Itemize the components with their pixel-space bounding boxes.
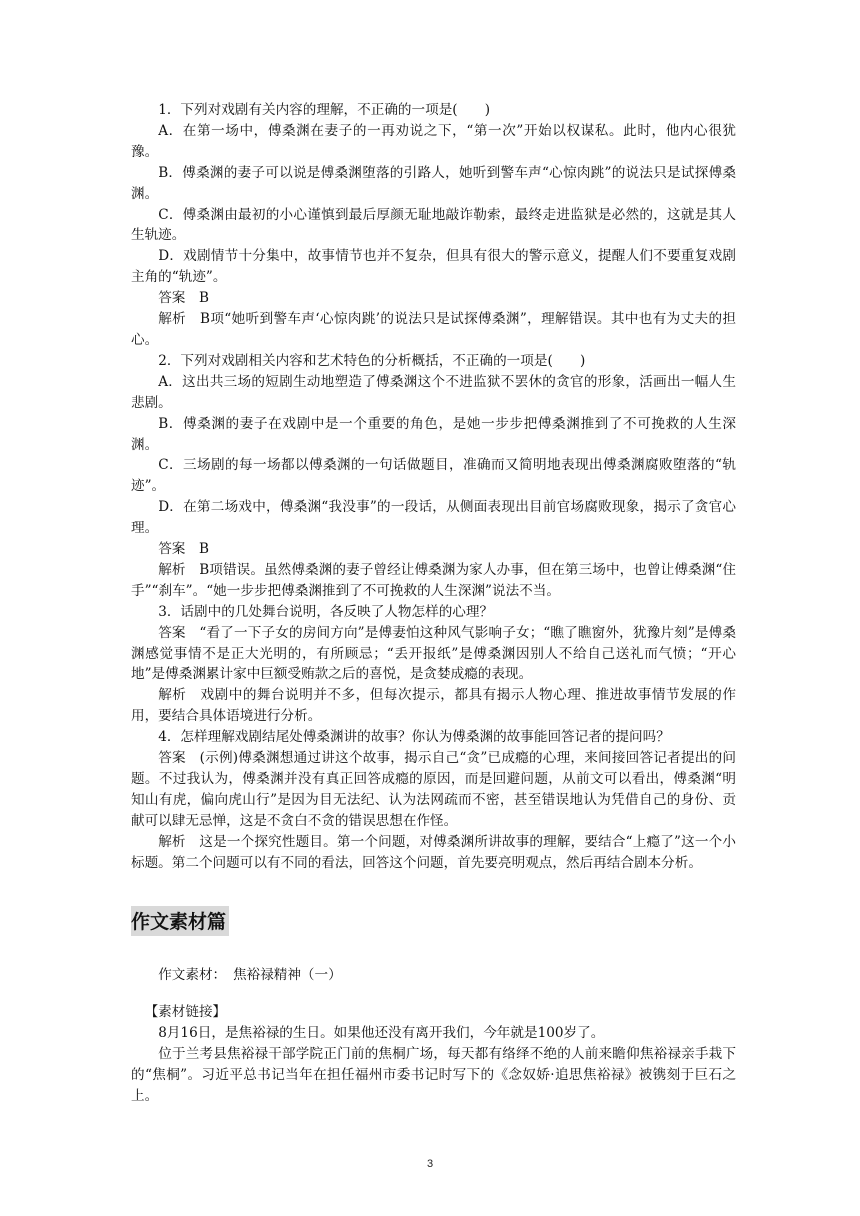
analysis-2: 解析 B项错误。虽然傅桑渊的妻子曾经让傅桑渊为家人办事，但在第三场中，也曾让傅桑渊“住手”“刹车”。“她一步步把傅桑渊推到了不可挽救的人生深渊”说法不当。	[131, 561, 736, 599]
material-link-label: 【素材链接】	[144, 1004, 227, 1020]
material-block	[131, 965, 736, 1107]
question-3: 3．话剧中的几处舞台说明，各反映了人物怎样的心理？	[158, 603, 494, 620]
spacer	[131, 986, 736, 1002]
option-1b: B．傅桑渊的妻子可以说是傅桑渊堕落的引路人，她听到警车声“心惊肉跳”的说法只是试探傅桑渊。	[131, 164, 736, 202]
option-1a: A．在第一场中，傅桑渊在妻子的一再劝说之下，“第一次”开始以权谋私。此时，他内心很犹豫。	[131, 122, 736, 160]
question-4: 4．怎样理解戏剧结尾处傅桑渊讲的故事？你认为傅桑渊的故事能回答记者的提问吗？	[158, 729, 670, 746]
option-1c: C．傅桑渊由最初的小心谨慎到最后厚颜无耻地敲诈勒索，最终走进监狱是必然的，这就是其人生轨迹。	[131, 206, 736, 244]
analysis-1: 解析 B项“她听到警车声‘心惊肉跳’的说法只是试探傅桑渊”，理解错误。其中也有为丈夫的担心。	[131, 311, 736, 348]
question-1: 1．下列对戏剧有关内容的理解，不正确的一项是( )	[158, 102, 491, 118]
section-title: 作文素材篇	[131, 906, 229, 936]
option-2b: B．傅桑渊的妻子在戏剧中是一个重要的角色，是她一步步把傅桑渊推到了不可挽救的人生深渊。	[131, 415, 736, 453]
answer-4: 答案 (示例)傅桑渊想通过讲这个故事，揭示自己“贪”已成瘾的心理，来间接回答记者提出的问题。不过我认为，傅桑渊并没有真正回答成瘾的原因，而是回避问题，从前文可以看出，傅桑渊“明知山有虎，偏向虎山行”是因为目无法纪、认为法网疏而不密，甚至错误地认为凭借自己的身份、贡献可以肆无忌惮，这是不贪白不贪的错误思想在作怪。	[131, 750, 736, 829]
analysis-3: 解析 戏剧中的舞台说明并不多，但每次提示，都具有揭示人物心理、推进故事情节发展的作用，要结合具体语境进行分析。	[131, 687, 736, 725]
question-2: 2．下列对戏剧相关内容和艺术特色的分析概括，不正确的一项是( )	[158, 352, 586, 369]
answer-2: 答案 B	[158, 541, 209, 558]
material-paragraph-2: 位于兰考县焦裕禄干部学院正门前的焦桐广场，每天都有络绎不绝的人前来瞻仰焦裕禄亲手栽下的“焦桐”。习近平总书记当年在担任福州市委书记时写下的《念奴娇·追思焦裕禄》被镌刻于巨石之上。	[131, 1046, 736, 1104]
option-2a: A．这出共三场的短剧生动地塑造了傅桑渊这个不进监狱不罢休的贪官的形象，活画出一幅人生悲剧。	[131, 373, 736, 411]
answer-3: 答案 “看了一下子女的房间方向”是傅妻怕这种风气影响子女；“瞧了瞧窗外，犹豫片刻”是傅桑渊感觉事情不是正大光明的，有所顾忌；“丢开报纸”是傅桑渊因别人不给自己送礼而气愤；“开心地”是傅桑渊累计家中巨额受贿款之后的喜悦，是贪婪成瘾的表现。	[131, 624, 736, 683]
answer-1: 答案 B	[158, 290, 209, 307]
material-paragraph-1: 8月16日，是焦裕禄的生日。如果他还没有离开我们，今年就是100岁了。	[158, 1025, 605, 1041]
material-heading: 作文素材： 焦裕禄精神（一）	[158, 967, 342, 983]
analysis-4: 解析 这是一个探究性题目。第一个问题，对傅桑渊所讲故事的理解，要结合“上瘾了”这一个小标题。第二个问题可以有不同的看法，回答这个问题，首先要亮明观点，然后再结合剧本分析。	[131, 833, 736, 871]
page-number: 3	[426, 1158, 434, 1170]
question-block	[131, 100, 736, 874]
option-2d: D．在第二场戏中，傅桑渊“我没事”的一段话，从侧面表现出目前官场腐败现象，揭示了贪官心理。	[131, 499, 736, 537]
option-2c: C．三场剧的每一场都以傅桑渊的一句话做题目，准确而又简明地表现出傅桑渊腐败堕落的“轨迹”。	[131, 457, 736, 495]
option-1d: D．戏剧情节十分集中，故事情节也并不复杂，但具有很大的警示意义，提醒人们不要重复戏剧主角的“轨迹”。	[131, 248, 736, 286]
